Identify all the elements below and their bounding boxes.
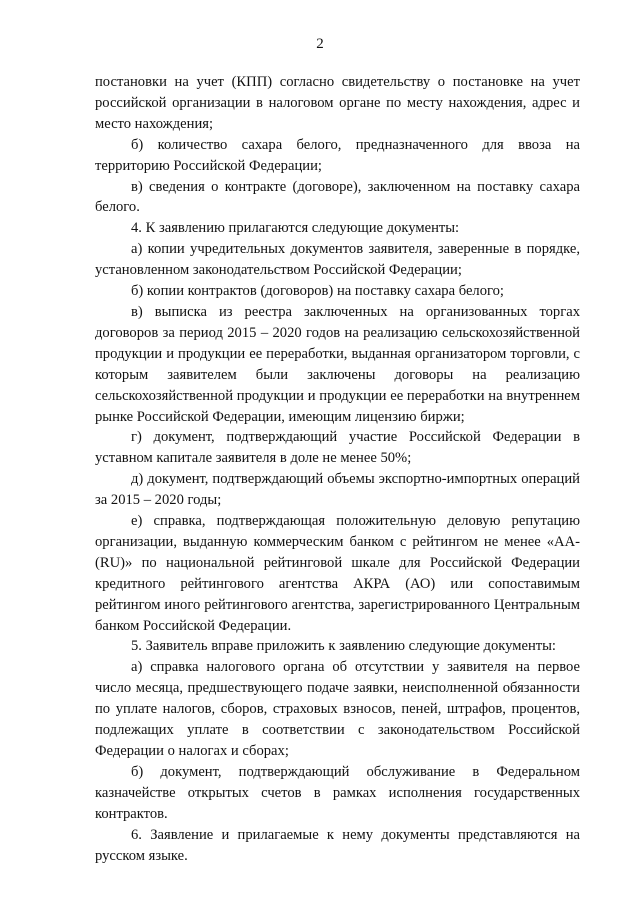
- paragraph-item-g-state-participation: г) документ, подтверждающий участие Российской Федерации в уставном капитале заявителя в доле не менее 50%;: [95, 429, 580, 467]
- paragraph-kpp-continuation: постановки на учет (КПП) согласно свидетельству о постановке на учет российской организации в налоговом органе по месту нахождения, адрес и место нахождения;: [95, 74, 580, 132]
- paragraph-item-a-founding-documents: а) копии учредительных документов заявителя, заверенные в порядке, установленном законодательством Российской Федерации;: [95, 241, 580, 279]
- document-body: [95, 72, 580, 866]
- paragraph-item-v-contract-info: в) сведения о контракте (договоре), заключенном на поставку сахара белого.: [95, 178, 580, 216]
- paragraph-section-4-heading: 4. К заявлению прилагаются следующие документы:: [131, 220, 460, 237]
- paragraph-section-5-heading: 5. Заявитель вправе приложить к заявлению следующие документы:: [131, 638, 556, 655]
- paragraph-item-v-registry-extract: в) выписка из реестра заключенных на организованных торгах договоров за период 2015 – 2020 годов на реализацию сельскохозяйственной продукции и продукции ее переработки, выданная организатором торговли, с которым заявителем были заключены договоры на реализацию сельскохозяйственной продукции и продукции ее переработки на внутреннем рынке Российской Федерации, имеющим лицензию биржи;: [95, 303, 580, 425]
- paragraph-item-b-treasury-accounts: б) документ, подтверждающий обслуживание в Федеральном казначействе открытых счетов в рамках исполнения государственных контрактов.: [95, 763, 580, 822]
- page-number: 2: [316, 36, 324, 52]
- paragraph-section-6-language: 6. Заявление и прилагаемые к нему документы представляются на русском языке.: [95, 826, 580, 864]
- paragraph-item-d-export-import-volume: д) документ, подтверждающий объемы экспортно-импортных операций за 2015 – 2020 годы;: [95, 471, 580, 509]
- paragraph-item-b-contract-copies: б) копии контрактов (договоров) на поставку сахара белого;: [131, 283, 504, 300]
- paragraph-item-b-sugar-quantity: б) количество сахара белого, предназначенного для ввоза на территорию Российской Федерации;: [95, 136, 580, 174]
- paragraph-item-e-business-reputation: е) справка, подтверждающая положительную деловую репутацию организации, выданную коммерческим банком с рейтингом не менее «АА-(RU)» по национальной рейтинговой шкале для Российской Федерации кредитного рейтингового агентства АКРА (АО) или сопоставимым рейтингом иного рейтингового агентства, зарегистрированного Центральным банком Российской Федерации.: [95, 513, 580, 634]
- paragraph-item-a-tax-certificate: а) справка налогового органа об отсутствии у заявителя на первое число месяца, предшествующего подаче заявки, неисполненной обязанности по уплате налогов, сборов, страховых взносов, пеней, штрафов, процентов, подлежащих уплате в соответствии с законодательством Российской Федерации о налогах и сборах;: [95, 659, 580, 759]
